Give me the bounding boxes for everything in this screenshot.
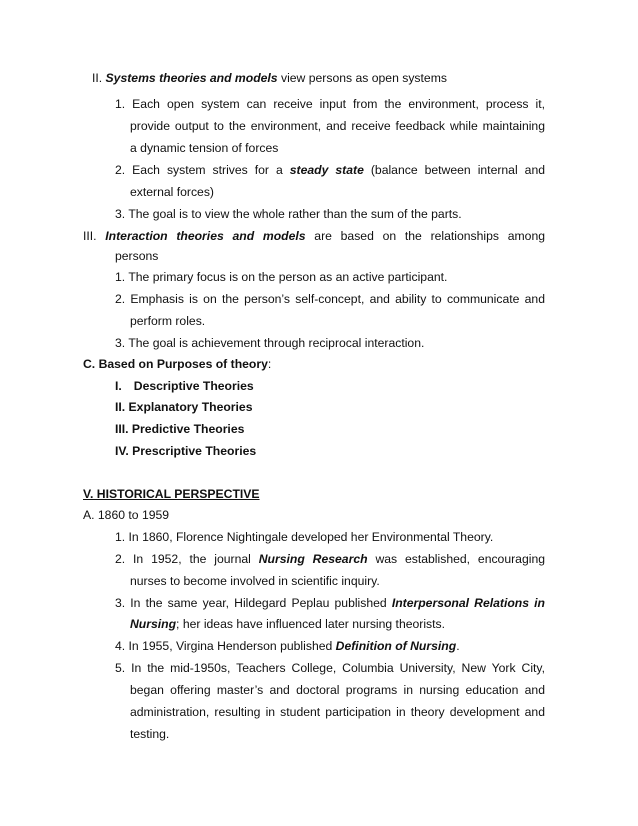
emphasis-term: Definition of Nursing	[335, 639, 457, 653]
section-number: III.	[83, 229, 106, 243]
list-item: 5. In the mid-1950s, Teachers College, Columbia University, New York City,	[115, 661, 545, 675]
list-item-continuation: administration, resulting in student participation in theory development and	[130, 705, 545, 719]
emphasis-term: Nursing	[130, 617, 177, 631]
interaction-theories-heading	[83, 228, 545, 244]
list-item: 2. In 1952, the journal Nursing Research was established, encouraging	[115, 552, 545, 566]
emphasis-term: Nursing Research	[258, 552, 368, 566]
section-title: Systems theories and models	[105, 71, 278, 85]
list-item: 3. In the same year, Hildegard Peplau published Interpersonal Relations in	[115, 596, 545, 610]
section-description: view persons as open systems	[277, 71, 447, 85]
list-item-continuation: external forces)	[130, 185, 214, 199]
list-item-continuation: a dynamic tension of forces	[130, 141, 279, 155]
section-description-continuation: persons	[115, 249, 159, 263]
section-number: II.	[92, 71, 106, 85]
list-item: 1. Each open system can receive input from the environment, process it,	[115, 97, 545, 111]
emphasis-term: Interpersonal Relations in	[391, 596, 545, 610]
list-item: 4. In 1955, Virgina Henderson published Definition of Nursing.	[115, 639, 460, 653]
heading-text: C. Based on Purposes of theory	[83, 357, 268, 371]
section-description: are based on the relationships among	[305, 229, 545, 243]
list-item-continuation: began offering master’s and doctoral programs in nursing education and	[130, 683, 545, 697]
list-item: 2. Emphasis is on the person’s self-concept, and ability to communicate and	[115, 292, 545, 306]
section-title: Interaction theories and models	[105, 229, 306, 243]
list-item-continuation: perform roles.	[130, 314, 206, 328]
purposes-heading: C. Based on Purposes of theory:	[83, 357, 272, 371]
historical-perspective-heading: V. HISTORICAL PERSPECTIVE	[83, 487, 260, 501]
list-item: 1. The primary focus is on the person as an active participant.	[115, 270, 448, 284]
list-item: II. Explanatory Theories	[115, 400, 253, 414]
systems-theories-heading	[92, 70, 447, 86]
list-item: 3. The goal is to view the whole rather than the sum of the parts.	[115, 207, 462, 221]
list-item: 2. Each system strives for a steady state (balance between internal and	[115, 163, 546, 177]
list-item-continuation: nurses to become involved in scientific inquiry.	[130, 574, 380, 588]
list-item-continuation: testing.	[130, 727, 170, 741]
list-item: 3. The goal is achievement through reciprocal interaction.	[115, 336, 425, 350]
list-item: 1. In 1860, Florence Nightingale developed her Environmental Theory.	[115, 530, 494, 544]
list-item: IV. Prescriptive Theories	[115, 444, 257, 458]
list-item-continuation: Nursing; her ideas have influenced later nursing theorists.	[130, 617, 446, 631]
list-item: III. Predictive Theories	[115, 422, 245, 436]
emphasis-term: steady state	[289, 163, 364, 177]
subsection-heading: A. 1860 to 1959	[83, 508, 170, 522]
list-item: I. Descriptive Theories	[115, 379, 254, 393]
list-item-continuation: provide output to the environment, and receive feedback while maintaining	[130, 119, 545, 133]
